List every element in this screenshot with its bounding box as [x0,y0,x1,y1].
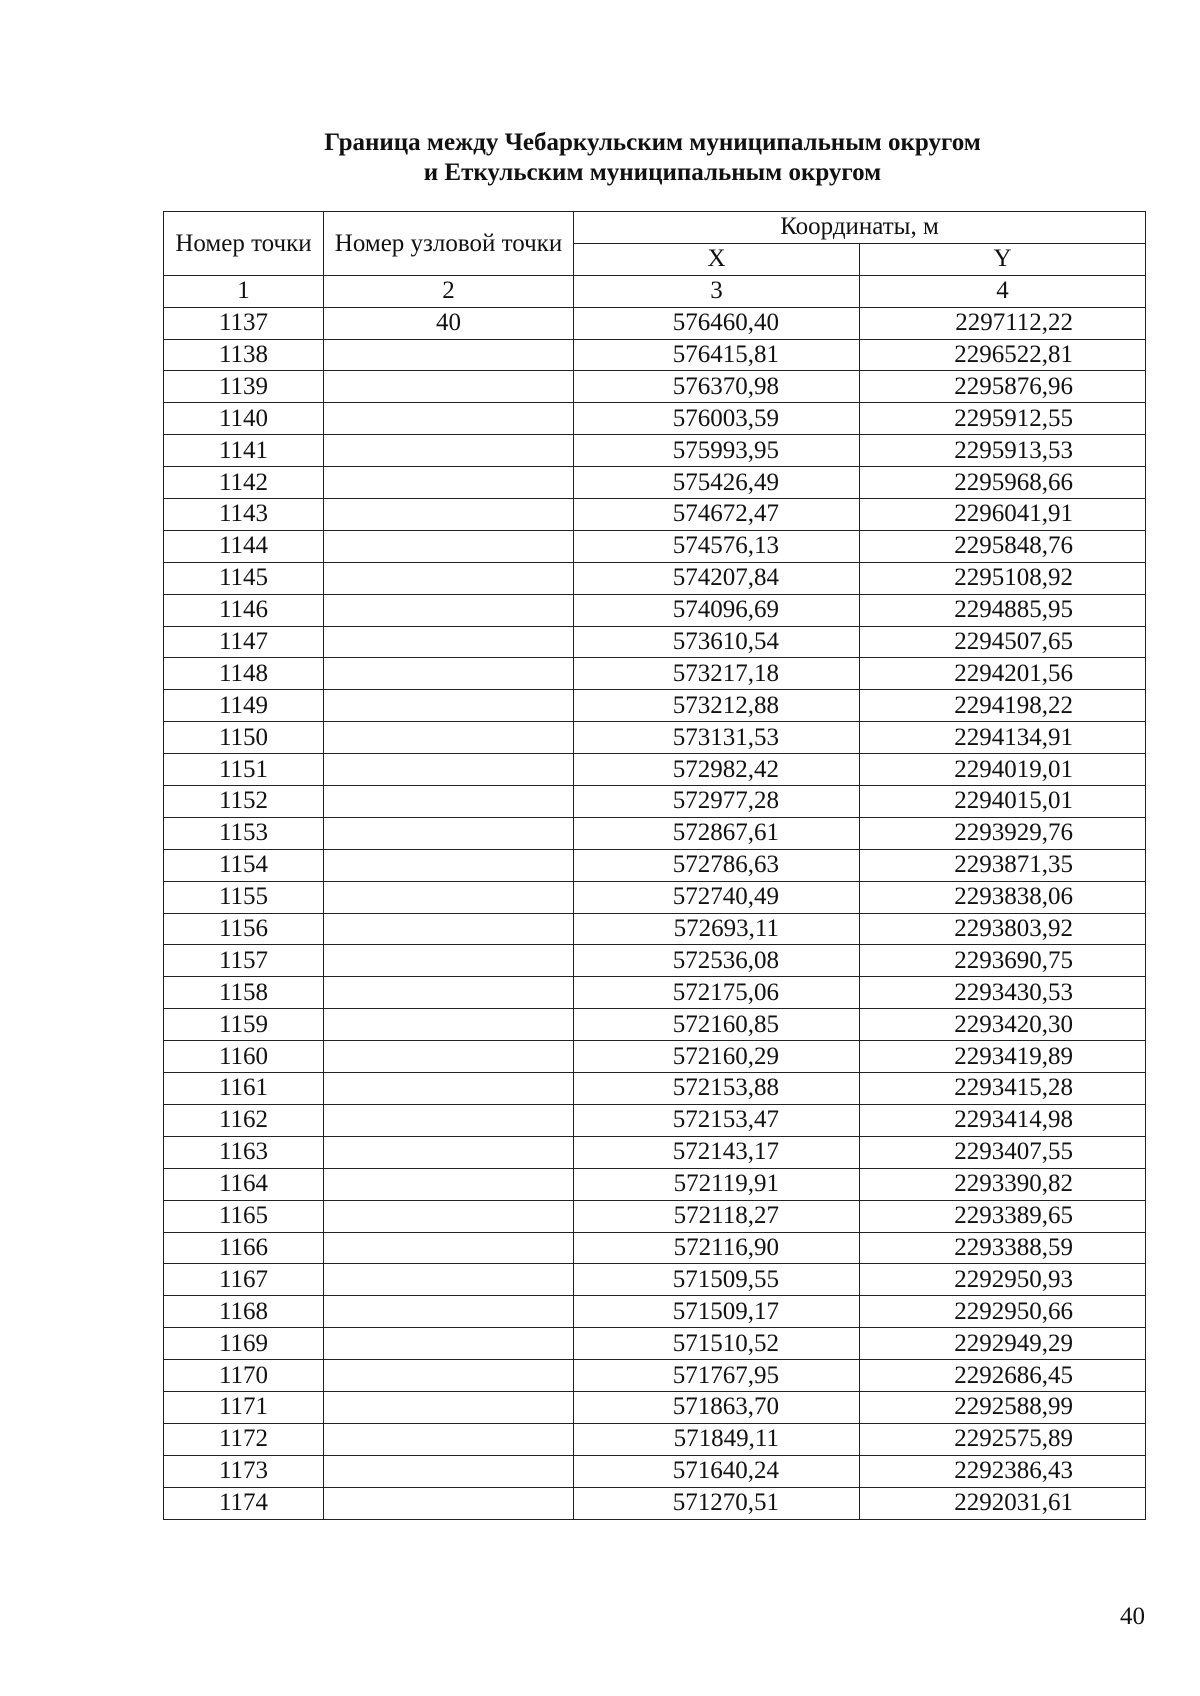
cell-node-number [324,881,574,913]
cell-y: 2294198,22 [860,690,1146,722]
cell-node-number [324,722,574,754]
table-row [164,786,1146,818]
cell-point-number: 1137 [164,307,324,339]
cell-x: 576415,81 [574,339,860,371]
cell-node-number [324,1232,574,1264]
cell-x: 576460,40 [574,307,860,339]
table-row [164,1296,1146,1328]
table-row [164,1391,1146,1423]
cell-y: 2296041,91 [860,499,1146,531]
cell-point-number: 1147 [164,626,324,658]
cell-x: 572977,28 [574,786,860,818]
cell-x: 572536,08 [574,945,860,977]
cell-x: 571509,55 [574,1264,860,1296]
table-body [164,307,1146,1519]
cell-point-number: 1151 [164,754,324,786]
cell-point-number: 1163 [164,1136,324,1168]
table-row [164,562,1146,594]
table-row [164,307,1146,339]
cell-node-number [324,817,574,849]
cell-point-number: 1141 [164,435,324,467]
cell-node-number [324,849,574,881]
cell-y: 2293388,59 [860,1232,1146,1264]
cell-node-number [324,339,574,371]
cell-x: 571640,24 [574,1455,860,1487]
cell-node-number [324,1041,574,1073]
table-row [164,1360,1146,1392]
cell-node-number [324,690,574,722]
cell-y: 2293389,65 [860,1200,1146,1232]
cell-node-number [324,1423,574,1455]
cell-y: 2293690,75 [860,945,1146,977]
cell-y: 2293420,30 [860,1009,1146,1041]
cell-y: 2292950,66 [860,1296,1146,1328]
table-row [164,626,1146,658]
cell-point-number: 1146 [164,594,324,626]
table-row [164,594,1146,626]
table-row [164,1487,1146,1519]
cell-y: 2292031,61 [860,1487,1146,1519]
table-row [164,435,1146,467]
cell-x: 574207,84 [574,562,860,594]
table-row [164,1104,1146,1136]
cell-y: 2294885,95 [860,594,1146,626]
column-number: 1 [164,275,324,307]
cell-point-number: 1152 [164,786,324,818]
cell-y: 2293414,98 [860,1104,1146,1136]
table-row [164,1136,1146,1168]
table-row [164,1073,1146,1105]
table-row [164,371,1146,403]
cell-node-number [324,945,574,977]
table-row [164,1423,1146,1455]
cell-y: 2294015,01 [860,786,1146,818]
cell-node-number [324,1360,574,1392]
cell-point-number: 1160 [164,1041,324,1073]
cell-x: 572693,11 [574,913,860,945]
cell-x: 572786,63 [574,849,860,881]
cell-y: 2293803,92 [860,913,1146,945]
cell-point-number: 1144 [164,530,324,562]
table-row [164,1041,1146,1073]
cell-y: 2292949,29 [860,1328,1146,1360]
cell-y: 2295912,55 [860,403,1146,435]
cell-x: 572153,88 [574,1073,860,1105]
cell-x: 573610,54 [574,626,860,658]
cell-node-number [324,913,574,945]
cell-point-number: 1174 [164,1487,324,1519]
table-row [164,499,1146,531]
cell-node-number [324,786,574,818]
cell-point-number: 1153 [164,817,324,849]
cell-node-number [324,977,574,1009]
cell-y: 2293419,89 [860,1041,1146,1073]
cell-point-number: 1157 [164,945,324,977]
cell-node-number [324,626,574,658]
cell-point-number: 1172 [164,1423,324,1455]
cell-x: 574096,69 [574,594,860,626]
cell-point-number: 1143 [164,499,324,531]
cell-y: 2295108,92 [860,562,1146,594]
cell-x: 572160,29 [574,1041,860,1073]
cell-node-number [324,658,574,690]
cell-point-number: 1173 [164,1455,324,1487]
cell-y: 2293929,76 [860,817,1146,849]
cell-point-number: 1159 [164,1009,324,1041]
header-y: Y [860,243,1146,275]
cell-point-number: 1165 [164,1200,324,1232]
cell-x: 573131,53 [574,722,860,754]
table-row [164,339,1146,371]
cell-x: 576370,98 [574,371,860,403]
cell-node-number [324,1136,574,1168]
cell-y: 2294201,56 [860,658,1146,690]
table-row [164,690,1146,722]
cell-node-number [324,499,574,531]
cell-y: 2295968,66 [860,467,1146,499]
cell-point-number: 1154 [164,849,324,881]
cell-point-number: 1171 [164,1391,324,1423]
cell-point-number: 1169 [164,1328,324,1360]
cell-x: 571270,51 [574,1487,860,1519]
table-row [164,977,1146,1009]
cell-y: 2293415,28 [860,1073,1146,1105]
cell-node-number [324,435,574,467]
cell-x: 574672,47 [574,499,860,531]
table-row [164,1200,1146,1232]
table-row [164,658,1146,690]
column-number-row [164,275,1146,307]
table-row [164,1455,1146,1487]
table-row [164,1264,1146,1296]
cell-point-number: 1156 [164,913,324,945]
cell-y: 2294507,65 [860,626,1146,658]
cell-node-number [324,1168,574,1200]
cell-x: 571849,11 [574,1423,860,1455]
table-row [164,467,1146,499]
cell-node-number [324,1264,574,1296]
cell-node-number [324,530,574,562]
cell-x: 571509,17 [574,1296,860,1328]
cell-point-number: 1168 [164,1296,324,1328]
cell-y: 2292686,45 [860,1360,1146,1392]
cell-point-number: 1161 [164,1073,324,1105]
column-number: 2 [324,275,574,307]
header-node-number: Номер узловой точки [324,212,574,276]
cell-y: 2294019,01 [860,754,1146,786]
cell-point-number: 1139 [164,371,324,403]
cell-y: 2293407,55 [860,1136,1146,1168]
cell-node-number [324,1200,574,1232]
cell-y: 2293838,06 [860,881,1146,913]
cell-point-number: 1138 [164,339,324,371]
cell-node-number [324,594,574,626]
cell-point-number: 1150 [164,722,324,754]
cell-node-number [324,1328,574,1360]
table-row [164,403,1146,435]
cell-point-number: 1148 [164,658,324,690]
cell-x: 572982,42 [574,754,860,786]
table-row [164,754,1146,786]
cell-node-number [324,1296,574,1328]
cell-y: 2295913,53 [860,435,1146,467]
cell-point-number: 1162 [164,1104,324,1136]
cell-x: 575426,49 [574,467,860,499]
cell-x: 573217,18 [574,658,860,690]
cell-point-number: 1158 [164,977,324,1009]
table-row [164,881,1146,913]
cell-point-number: 1145 [164,562,324,594]
header-x: X [574,243,860,275]
cell-x: 572116,90 [574,1232,860,1264]
table-row [164,1328,1146,1360]
header-row [164,212,1146,244]
cell-y: 2295848,76 [860,530,1146,562]
cell-y: 2292588,99 [860,1391,1146,1423]
cell-y: 2293390,82 [860,1168,1146,1200]
column-number: 4 [860,275,1146,307]
coordinates-table [163,211,1146,1520]
cell-x: 572175,06 [574,977,860,1009]
table-row [164,1168,1146,1200]
cell-x: 574576,13 [574,530,860,562]
cell-y: 2292950,93 [860,1264,1146,1296]
cell-y: 2292386,43 [860,1455,1146,1487]
cell-x: 572867,61 [574,817,860,849]
cell-node-number [324,1073,574,1105]
cell-node-number [324,1009,574,1041]
table-row [164,1232,1146,1264]
cell-y: 2297112,22 [860,307,1146,339]
cell-x: 572160,85 [574,1009,860,1041]
cell-point-number: 1155 [164,881,324,913]
cell-node-number [324,1455,574,1487]
cell-x: 572118,27 [574,1200,860,1232]
cell-x: 572119,91 [574,1168,860,1200]
title-line-2: и Еткульским муниципальным округом [423,159,882,186]
page-number: 40 [1120,1603,1145,1630]
cell-x: 575993,95 [574,435,860,467]
table-row [164,913,1146,945]
cell-point-number: 1170 [164,1360,324,1392]
header-point-number: Номер точки [164,212,324,276]
cell-node-number [324,1487,574,1519]
table-row [164,1009,1146,1041]
cell-y: 2295876,96 [860,371,1146,403]
cell-x: 572143,17 [574,1136,860,1168]
cell-node-number [324,754,574,786]
cell-x: 571863,70 [574,1391,860,1423]
cell-node-number [324,562,574,594]
title-line-1: Граница между Чебаркульским муниципальным округом [324,129,981,156]
table-row [164,849,1146,881]
cell-node-number [324,371,574,403]
cell-node-number [324,1104,574,1136]
table-row [164,817,1146,849]
cell-y: 2292575,89 [860,1423,1146,1455]
cell-x: 571767,95 [574,1360,860,1392]
table-row [164,945,1146,977]
cell-y: 2296522,81 [860,339,1146,371]
document-title [160,128,1145,188]
cell-point-number: 1142 [164,467,324,499]
cell-y: 2294134,91 [860,722,1146,754]
table-row [164,722,1146,754]
column-number: 3 [574,275,860,307]
cell-point-number: 1166 [164,1232,324,1264]
cell-x: 571510,52 [574,1328,860,1360]
cell-point-number: 1149 [164,690,324,722]
cell-y: 2293871,35 [860,849,1146,881]
table-row [164,530,1146,562]
header-coordinates: Координаты, м [574,212,1146,244]
cell-node-number [324,1391,574,1423]
cell-node-number: 40 [324,307,574,339]
cell-node-number [324,403,574,435]
cell-x: 572153,47 [574,1104,860,1136]
cell-x: 573212,88 [574,690,860,722]
cell-y: 2293430,53 [860,977,1146,1009]
cell-point-number: 1164 [164,1168,324,1200]
cell-x: 576003,59 [574,403,860,435]
cell-node-number [324,467,574,499]
cell-x: 572740,49 [574,881,860,913]
cell-point-number: 1167 [164,1264,324,1296]
cell-point-number: 1140 [164,403,324,435]
